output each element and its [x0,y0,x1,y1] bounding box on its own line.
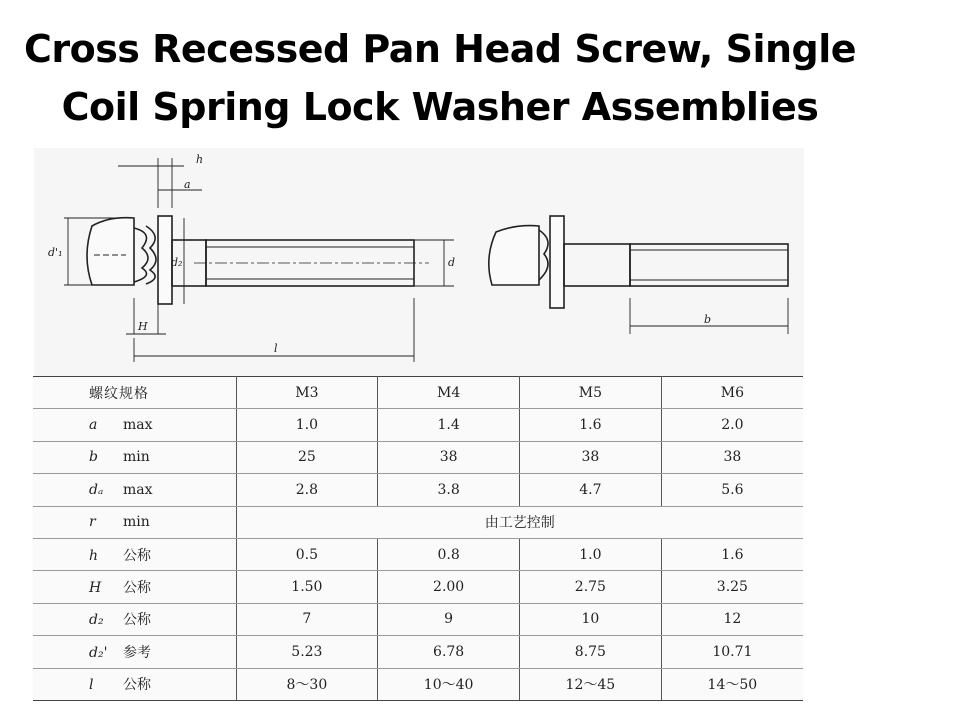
shank-right [564,244,630,286]
row-label [33,668,236,700]
table-cell: 25 [236,441,378,473]
row-qualifier: min [123,514,150,531]
table-cell: 7 [236,603,378,635]
row-symbol: dₐ [89,481,104,498]
row-symbol: l [89,677,94,694]
table-cell: 1.6 [661,538,803,570]
table-cell: 8.75 [520,636,662,668]
table-cell: 3.8 [378,474,520,506]
row-symbol: h [89,547,99,564]
flat-washer-right [550,216,564,308]
row-symbol: H [89,580,102,597]
table-cell: 12～45 [520,668,662,700]
table-cell: 0.5 [236,538,378,570]
table-cell: 1.6 [520,409,662,441]
row-label [33,474,236,506]
table-row [33,409,803,441]
header-col: M6 [661,377,803,409]
table-cell: 2.00 [378,571,520,603]
table-cell: 2.75 [520,571,662,603]
row-qualifier: 公称 [123,580,151,597]
table-cell: 38 [661,441,803,473]
table-cell: 0.8 [378,538,520,570]
row-symbol: a [89,417,98,434]
technical-drawing [34,148,804,376]
table-cell: 1.0 [520,538,662,570]
table-cell: 14～50 [661,668,803,700]
table-cell: 10.71 [661,636,803,668]
table-row [33,636,803,668]
table-row [33,506,803,538]
dim-label-d1p: d'₁ [48,246,63,259]
table-cell: 9 [378,603,520,635]
row-label [33,538,236,570]
row-qualifier: 公称 [123,547,151,564]
row-label [33,636,236,668]
table-cell: 10～40 [378,668,520,700]
merged-cell: 由工艺控制 [236,506,803,538]
row-symbol: d₂' [89,644,108,661]
table-cell: 38 [378,441,520,473]
dimension-table [33,376,803,701]
header-col: M3 [236,377,378,409]
row-qualifier: 公称 [123,612,151,629]
table-row [33,538,803,570]
table-cell: 5.6 [661,474,803,506]
table-cell: 4.7 [520,474,662,506]
row-label [33,409,236,441]
table-cell: 3.25 [661,571,803,603]
table-row [33,668,803,700]
table-cell: 1.4 [378,409,520,441]
table-cell: 2.8 [236,474,378,506]
table-cell: 8～30 [236,668,378,700]
screw-head-left [87,218,134,285]
dim-label-H: H [138,320,148,333]
table-cell: 6.78 [378,636,520,668]
row-symbol: r [89,514,96,531]
dim-label-b: b [704,313,712,326]
row-symbol: b [89,449,98,466]
table-cell: 12 [661,603,803,635]
table-cell: 1.50 [236,571,378,603]
title-line-1: Cross Recessed Pan Head Screw, Single [23,27,857,71]
dim-label-l: l [274,342,278,355]
table-cell: 5.23 [236,636,378,668]
table-row [33,474,803,506]
table-header-row [33,377,803,409]
table-cell: 1.0 [236,409,378,441]
dim-label-d: d [448,256,456,269]
table-row [33,571,803,603]
row-qualifier: 参考 [123,644,151,661]
row-qualifier: min [123,449,150,466]
dim-label-d2: d₂ [171,256,183,269]
row-qualifier: max [123,481,153,498]
table-row [33,441,803,473]
row-qualifier: max [123,417,153,434]
table-row [33,603,803,635]
row-label [33,441,236,473]
header-col: M4 [378,377,520,409]
table-cell: 10 [520,603,662,635]
row-label [33,506,236,538]
row-label [33,571,236,603]
table-cell: 2.0 [661,409,803,441]
row-label [33,603,236,635]
screw-head-right [489,226,539,285]
spring-washer-left [134,228,148,282]
header-label: 螺纹规格 [33,377,236,409]
slide-title [0,20,880,136]
row-qualifier: 公称 [123,677,151,694]
row-symbol: d₂ [89,612,104,629]
header-col: M5 [520,377,662,409]
flat-washer-left [158,216,172,304]
screw-assembly-drawing [34,148,804,376]
table-cell: 38 [520,441,662,473]
dim-label-a: a [184,178,191,191]
title-line-2: Coil Spring Lock Washer Assemblies [61,85,819,129]
dim-label-h: h [196,153,204,166]
